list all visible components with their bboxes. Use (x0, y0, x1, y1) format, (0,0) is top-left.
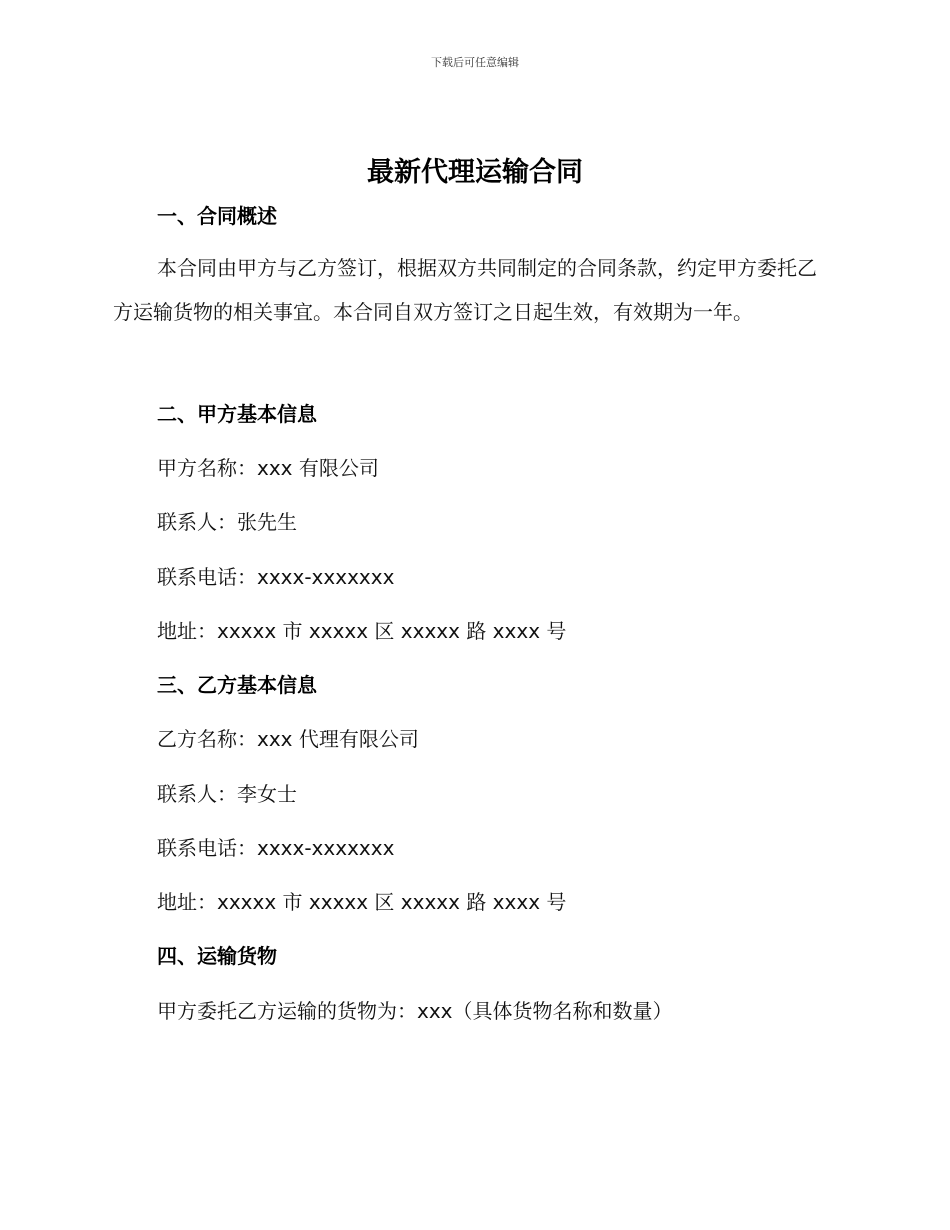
document-title: 最新代理运输合同 (367, 157, 583, 188)
party-a-contact: 联系人：张先生 (157, 510, 297, 534)
party-b-name: 乙方名称：xxx 代理有限公司 (157, 727, 419, 751)
party-a-phone: 联系电话：xxxx-xxxxxxx (157, 565, 395, 589)
overview-paragraph: 本合同由甲方与乙方签订，根据双方共同制定的合同条款，约定甲方委托乙方运输货物的相关事宜。本合同自双方签订之日起生效，有效期为一年。 (113, 256, 817, 324)
section-heading-goods: 四、运输货物 (157, 944, 277, 968)
goods-description: 甲方委托乙方运输的货物为：xxx（具体货物名称和数量） (157, 999, 673, 1023)
party-b-phone: 联系电话：xxxx-xxxxxxx (157, 836, 395, 860)
party-a-address: 地址：xxxxx 市 xxxxx 区 xxxxx 路 xxxx 号 (157, 619, 567, 643)
header-note: 下载后可任意编辑 (431, 56, 519, 69)
section-heading-party-a: 二、甲方基本信息 (157, 402, 317, 426)
section-heading-party-b: 三、乙方基本信息 (157, 673, 317, 697)
party-a-name: 甲方名称：xxx 有限公司 (157, 456, 379, 480)
party-b-contact: 联系人：李女士 (157, 782, 297, 806)
section-heading-overview: 一、合同概述 (157, 204, 277, 228)
party-b-address: 地址：xxxxx 市 xxxxx 区 xxxxx 路 xxxx 号 (157, 890, 567, 914)
